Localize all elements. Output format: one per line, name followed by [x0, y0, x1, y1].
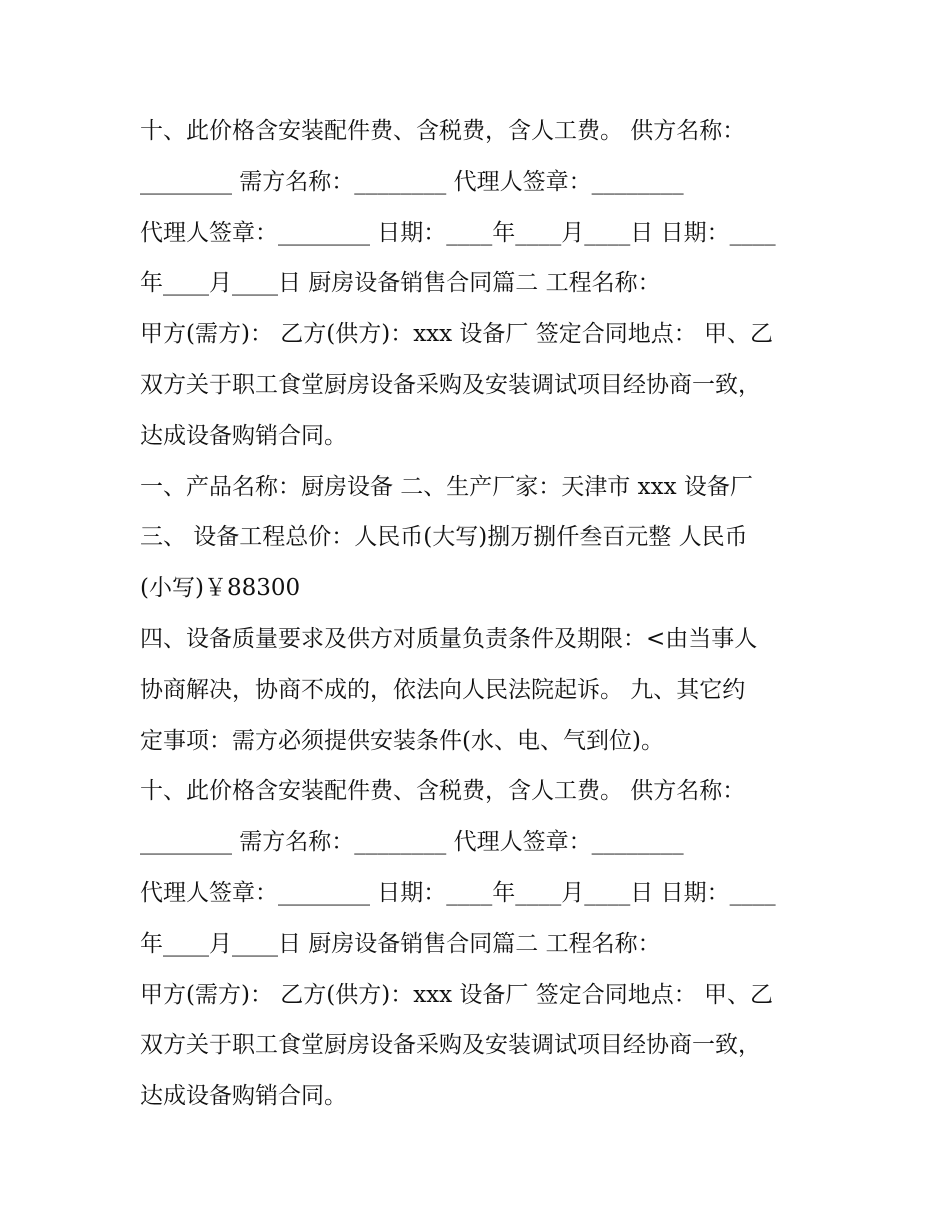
document-body [140, 106, 820, 1122]
text-line: 甲方(需方)： 乙方(供方)：xxx 设备厂 签定合同地点： 甲、乙 [140, 981, 774, 1008]
text-line: 四、设备质量要求及供方对质量负责条件及期限：<由当事人 [140, 625, 758, 652]
text-line: 达成设备购销合同。 [140, 422, 347, 449]
text-line: 年____月____日 厨房设备销售合同篇二 工程名称： [140, 270, 661, 297]
text-line: 三、 设备工程总价：人民币(大写)捌万捌仟叁百元整 人民币 [140, 524, 748, 551]
text-line: 代理人签章：________ 日期：____年____月____日 日期：____ [140, 879, 776, 906]
text-line: (小写)￥88300 [140, 575, 301, 602]
text-line: ________ 需方名称：________ 代理人签章：________ [140, 829, 684, 856]
text-line: 年____月____日 厨房设备销售合同篇二 工程名称： [140, 930, 661, 957]
text-line: 达成设备购销合同。 [140, 1083, 347, 1110]
text-line: 十、此价格含安装配件费、含税费，含人工费。 供方名称： [140, 118, 746, 144]
text-line: 定事项：需方必须提供安装条件(水、电、气到位)。 [140, 727, 664, 754]
text-line: ________ 需方名称：________ 代理人签章：________ [140, 168, 684, 195]
text-line: 甲方(需方)： 乙方(供方)：xxx 设备厂 签定合同地点： 甲、乙 [140, 321, 774, 348]
text-line: 代理人签章：________ 日期：____年____月____日 日期：____ [140, 219, 776, 246]
text-line: 双方关于职工食堂厨房设备采购及安装调试项目经协商一致， [140, 371, 761, 398]
text-line: 一、产品名称：厨房设备 二、生产厂家：天津市 xxx 设备厂 [140, 473, 753, 500]
text-line: 十、此价格含安装配件费、含税费，含人工费。 供方名称： [140, 778, 746, 805]
text-line: 协商解决，协商不成的，依法向人民法院起诉。 九、其它约 [140, 676, 746, 703]
text-line: 双方关于职工食堂厨房设备采购及安装调试项目经协商一致， [140, 1032, 761, 1059]
